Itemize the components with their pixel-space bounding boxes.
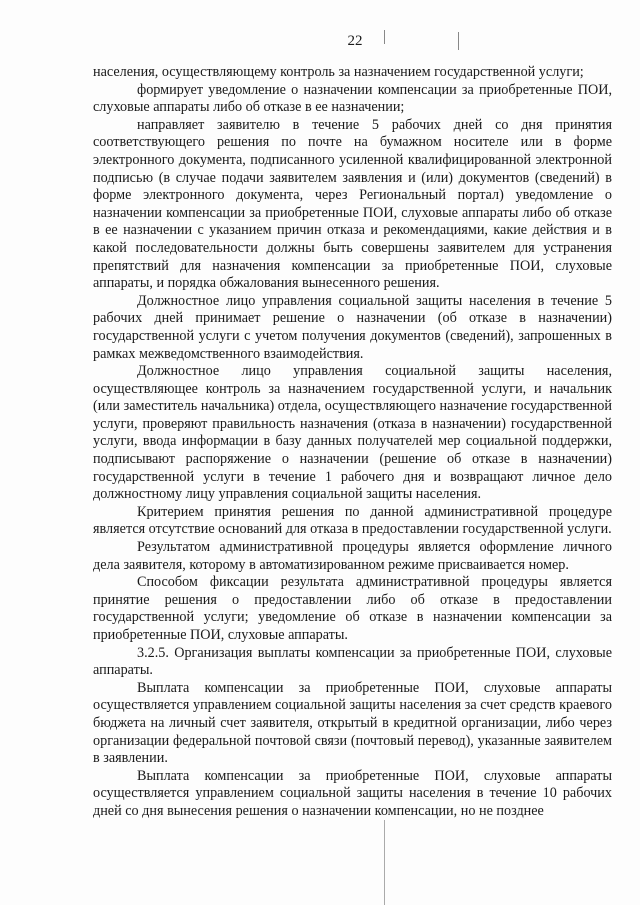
- document-body: [93, 64, 612, 821]
- paragraph: Результатом административной процедуры является оформление личного дела заявителя, которому в автоматизированном режиме присваивается номер.: [93, 539, 612, 573]
- paragraph: Выплата компенсации за приобретенные ПОИ, слуховые аппараты осуществляется управлением социальной защиты населения в течение 10 рабочих дней со дня вынесения решения о назначении компенсации, но не позднее: [93, 767, 612, 819]
- paragraph: Выплата компенсации за приобретенные ПОИ, слуховые аппараты осуществляется управлением социальной защиты населения за счет средств краевого бюджета на личный счет заявителя, открытый в кредитной организации, либо через организации федеральной почтовой связи (почтовый перевод), указанные заявителем в заявлении.: [93, 679, 612, 767]
- paragraph: населения, осуществляющему контроль за назначением государственной услуги;: [93, 64, 584, 80]
- paragraph: Должностное лицо управления социальной защиты населения в течение 5 рабочих дней принимает решение о назначении (об отказе в назначении) государственной услуги с учетом получения документов (сведений), запрошенных в рамках межведомственного взаимодействия.: [93, 292, 612, 362]
- page-number: 22: [347, 33, 363, 49]
- paragraph: направляет заявителю в течение 5 рабочих дней со дня принятия соответствующего решения по почте на бумажном носителе или в форме электронного документа, подписанного усиленной квалифицированной электронной подписью (в случае подачи заявителем заявления и (или) документов (сведений) в форме электронного документа, через Региональный портал) уведомление о назначении компенсации за приобретенные ПОИ, слуховые аппараты либо об отказе в ее назначении с указанием причин отказа и рекомендациями, какие действия и в какой последовательности должны быть совершены заявителем для устранения препятствий для назначения компенсации за приобретенные ПОИ, слуховые аппараты, и порядка обжалования вынесенного решения.: [93, 116, 612, 292]
- paragraph: Должностное лицо управления социальной защиты населения, осуществляющее контроль за назначением государственной услуги, и начальник (или заместитель начальника) отдела, осуществляющего назначение государственной услуги, проверяют правильность назначения (отказа в назначении) государственной услуги, ввода информации в базу данных получателей мер социальной поддержки, подписывают распоряжение о назначении (решение об отказе в назначении) государственной услуги в течение 1 рабочего дня и возвращают личное дело должностному лицу управления социальной защиты населения.: [93, 363, 612, 503]
- paragraph: Способом фиксации результата административной процедуры является принятие решения о предоставлении либо об отказе в предоставлении государственной услуги; уведомление об отказе в назначении компенсации за приобретенные ПОИ, слуховые аппараты.: [93, 574, 612, 643]
- paragraph: формирует уведомление о назначении компенсации за приобретенные ПОИ, слуховые аппараты либо об отказе в ее назначении;: [93, 81, 612, 116]
- section-heading: 3.2.5. Организация выплаты компенсации за приобретенные ПОИ, слуховые аппараты.: [93, 644, 612, 679]
- paragraph: Критерием принятия решения по данной административной процедуре является отсутствие оснований для отказа в предоставлении государственной услуги.: [93, 503, 612, 538]
- scan-artifact-line: [384, 820, 385, 905]
